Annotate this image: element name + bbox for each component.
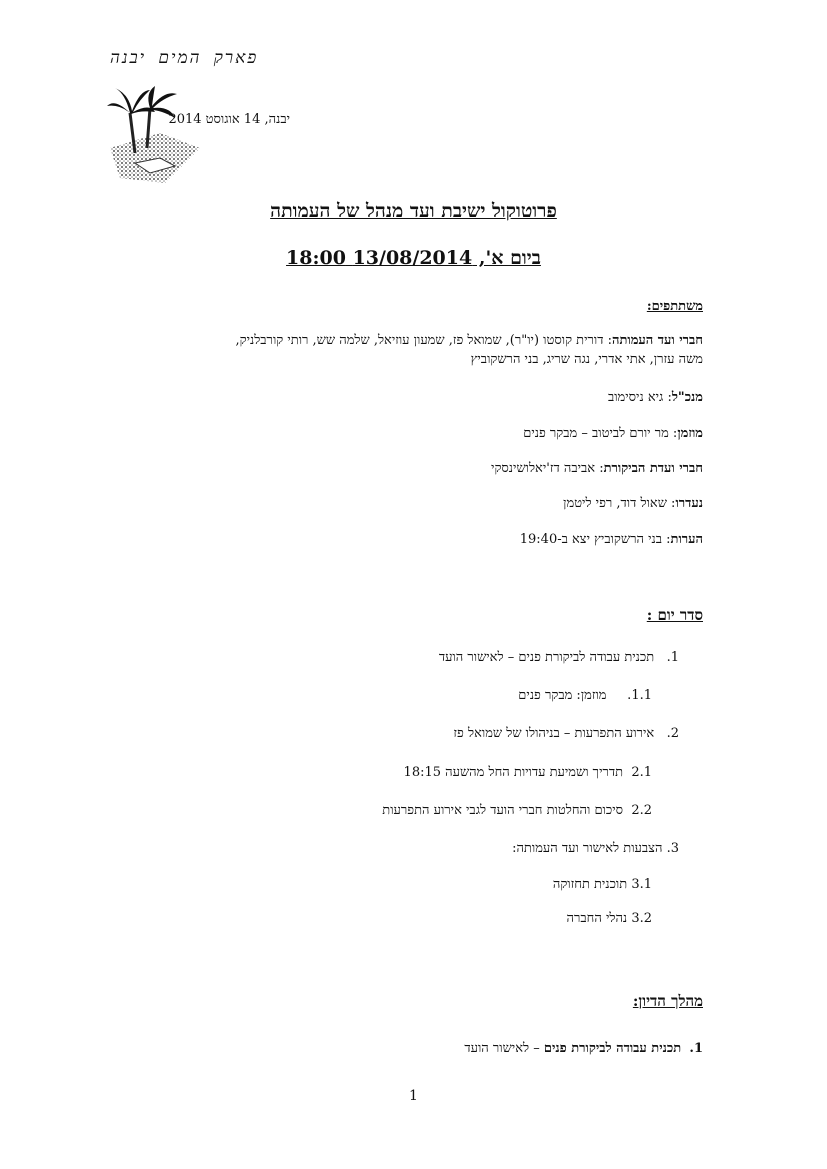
absent-value: : שאול דוד, רפי ליטמן [563, 496, 676, 511]
audit-value: : אביבה דז'יאלושינסקי [491, 461, 604, 476]
invited-label: מוזמן [677, 426, 703, 441]
discussion-heading: מהלך הדיון: [632, 992, 703, 1010]
palm-tree-logo-icon [105, 78, 205, 188]
page-title: פרוטוקול ישיבת ועד מנהל של העמותה [270, 200, 557, 222]
board-label: חברי ועד העמותה [611, 333, 703, 348]
invited-line [523, 425, 703, 441]
ceo-line [608, 389, 703, 405]
agenda-item: 1.1. מוזמן: מבקר פנים [518, 688, 652, 703]
absent-label: נעדרו [675, 496, 703, 511]
invited-value: : מר יורם לביטוב – מבקר פנים [523, 426, 678, 441]
audit-line [491, 460, 703, 476]
agenda-heading: סדר יום : [646, 606, 703, 624]
ceo-label: מנכ"ל [671, 390, 703, 405]
board-line2: משה עזרן, אתי אדרי, נגה שריג, בני הרשקוביץ [470, 352, 703, 367]
notes-line [520, 531, 703, 547]
page-number: 1 [409, 1088, 418, 1104]
notes-label: הערות [670, 532, 703, 547]
agenda-item: 2.2 סיכום והחלטות חברי הועד לגבי אירוע התפרעות [382, 803, 652, 818]
logo-text: פארק המים יבנה [110, 48, 259, 68]
board-members [113, 332, 703, 348]
ceo-value: : גיא ניסימוב [607, 390, 672, 405]
agenda-item: 3.2 נהלי החברה [566, 911, 652, 926]
meeting-datetime: ביום א', 13/08/2014 18:00 [286, 247, 541, 269]
participants-heading: משתתפים: [646, 299, 703, 314]
agenda-item: 3.1 תוכנית תחזוקה [552, 877, 652, 892]
discussion-item: 1. תכנית עבודה לביקורת פנים – לאישור הועד [464, 1041, 703, 1056]
notes-value: : בני הרשקוביץ יצא ב-19:40 [519, 532, 671, 547]
agenda-item: 2.1 תדריך ושמיעת עדויות החל מהשעה 18:15 [403, 765, 652, 780]
absent-line [563, 495, 703, 511]
agenda-item: 3. הצבעות לאישור ועד העמותה: [512, 841, 679, 856]
agenda-item: 1. תכנית עבודה לביקורת פנים – לאישור הועד [438, 650, 679, 665]
agenda-item: 2. אירוע התפרעות – בניהולו של שמואל פז [453, 726, 679, 741]
date-line: יבנה, 14 אוגוסט 2014 [168, 112, 290, 127]
audit-label: חברי ועדת הביקורת [603, 461, 703, 476]
board-line1: : דורית קוסטו (יו"ר), שמואל פז, שמעון עוזיאל, שלמה שש, רותי קורבלניק, [235, 333, 612, 348]
